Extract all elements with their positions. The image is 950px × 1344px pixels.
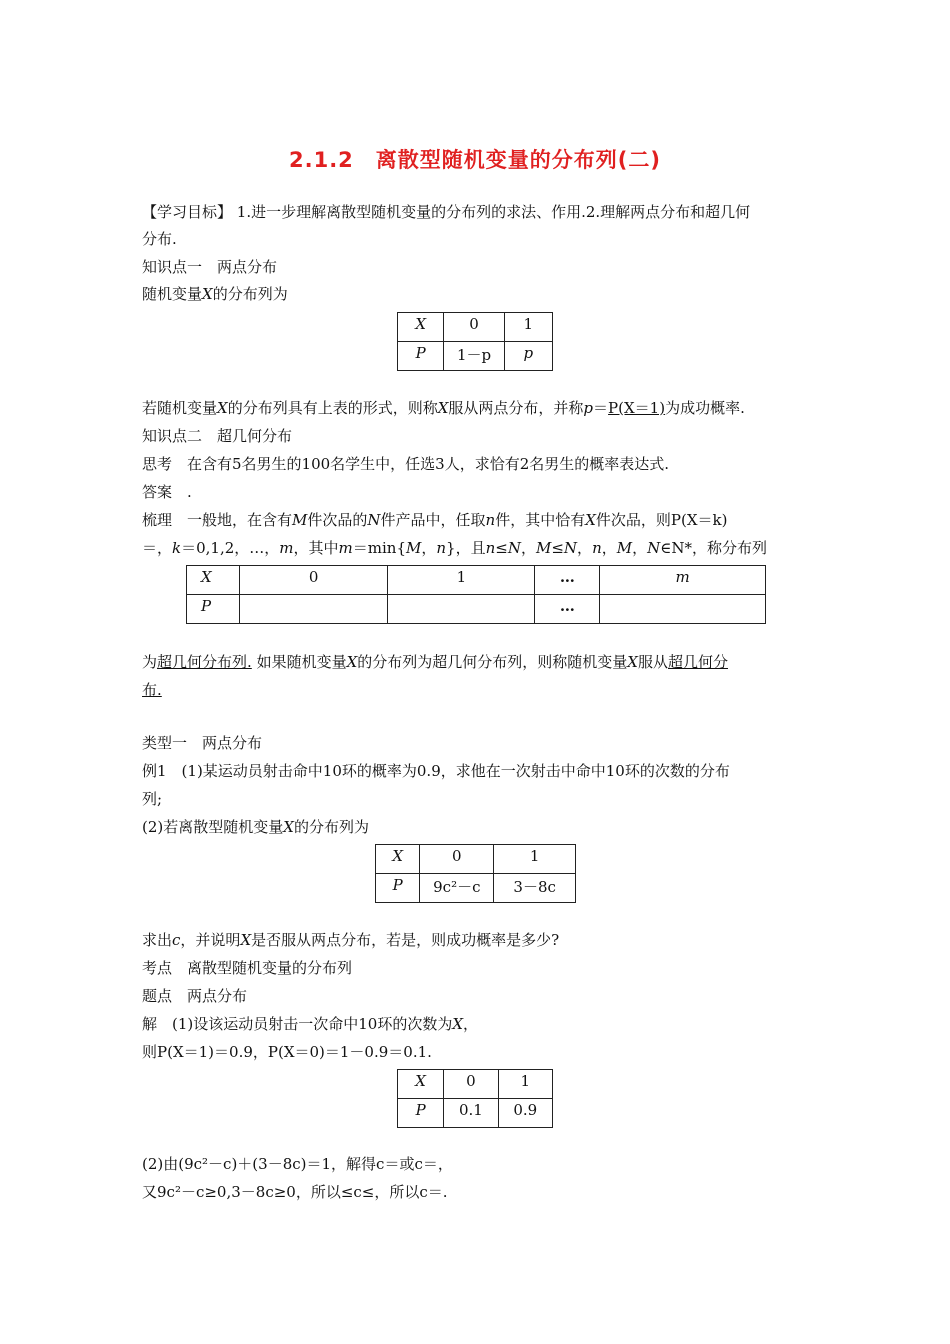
var-n-cap: N (647, 539, 661, 557)
example-table (375, 844, 576, 903)
sort-c: 件产品中，任取 (380, 511, 486, 529)
table-row (376, 845, 576, 874)
solution-line1 (142, 1013, 478, 1035)
kp2-conclusion-line1 (142, 651, 728, 673)
table-cell (388, 595, 535, 624)
var-x: X (217, 399, 228, 417)
var-m-cap: M (406, 539, 422, 557)
cell-text: X (415, 1072, 426, 1090)
cell-text: P (415, 1101, 426, 1119)
kp2-sort-line1 (142, 509, 728, 531)
table-cell (504, 342, 552, 371)
def-d: 为成功概率. (665, 399, 745, 417)
cell-text: … (559, 568, 575, 586)
table-cell (239, 595, 388, 624)
cell-text: 0 (452, 847, 462, 865)
var-n-cap: N (367, 511, 381, 529)
goals-text: 1.进一步理解离散型随机变量的分布列的求法、作用.2.理解两点分布和超几何 (232, 203, 751, 221)
cell-text: 0 (308, 568, 319, 586)
goals-label: 【学习目标】 (142, 203, 233, 221)
cell-text: P (392, 876, 403, 894)
def-px-underlined: P(X＝1) (608, 399, 666, 417)
table-cell (420, 845, 494, 874)
cell-text: 1 (529, 847, 540, 865)
var-n: n (485, 511, 496, 529)
concl-a: 为 (142, 653, 158, 671)
tidian-line: 题点 两点分布 (142, 987, 248, 1005)
cell-text: 0 (466, 1072, 476, 1090)
part2-line2: 又9c²－c≥0,3－8c≥0，所以≤c≤，所以c＝. (142, 1183, 448, 1201)
sort-f: P(X＝k) (670, 511, 728, 529)
kp1-heading: 知识点一 两点分布 (142, 258, 278, 276)
q-b: ，并说明 (180, 931, 241, 949)
var-c: c (172, 931, 181, 949)
kp2-sort-line2 (142, 537, 767, 559)
l2-h: ， (520, 539, 536, 557)
table-row (398, 313, 553, 342)
cell-text: P (415, 344, 426, 362)
l2-e: ， (421, 539, 437, 557)
concl-underline1: 超几何分布列. (157, 653, 252, 671)
var-x: X (627, 653, 638, 671)
example1-line1: 例1 (1)某运动员射击命中10环的概率为0.9，求他在一次射击中命中10环的次数的分布 (142, 762, 730, 780)
table-cell (388, 566, 535, 595)
learning-goals-line2: 分布. (142, 230, 177, 248)
cell-text: 0.9 (513, 1101, 538, 1119)
q-d: 是否服从两点分布，若是，则成功概率是多少? (251, 931, 560, 949)
var-x: X (452, 1015, 464, 1033)
solution-table (397, 1069, 553, 1128)
table-cell (494, 845, 576, 874)
var-x: X (283, 818, 294, 836)
table-cell (535, 566, 600, 595)
kp2-think: 思考 在含有5名男生的100名学生中，任选3人，求恰有2名男生的概率表达式. (142, 455, 670, 473)
kp1-intro-b: 的分布列为 (212, 285, 288, 303)
two-point-table (397, 312, 553, 371)
cell-text: X (392, 847, 404, 865)
hypergeometric-table (186, 565, 766, 624)
def-eq: ＝ (593, 399, 609, 417)
concl-b: 如果随机变量 (251, 653, 347, 671)
cell-text: 1 (456, 568, 467, 586)
table-cell (535, 595, 600, 624)
l2-j: ， (577, 539, 593, 557)
var-x: X (346, 653, 358, 671)
kp2-answer: 答案 . (142, 483, 192, 501)
var-m-cap: M (292, 511, 308, 529)
page-title: 2.1.2 离散型随机变量的分布列(二) (289, 148, 661, 172)
part2-line1: (2)由(9c²－c)＋(3－8c)＝1，解得c＝或c＝， (142, 1155, 453, 1173)
table-row (376, 874, 576, 903)
var-m-cap: M (616, 539, 633, 557)
table-cell (398, 313, 444, 342)
sort-d: 件，其中恰有 (495, 511, 586, 529)
concl-c: 的分布列为超几何分布列，则称随机变量 (357, 653, 628, 671)
cell-text: X (415, 315, 427, 333)
cell-text: 1－p (456, 346, 492, 364)
q-a: 求出 (142, 931, 173, 949)
kp1-intro (142, 283, 288, 305)
table-row (398, 342, 553, 371)
table-cell (420, 874, 494, 903)
l2-l: ， (632, 539, 648, 557)
cell-text: 9c²－c (433, 878, 481, 896)
table-cell (187, 595, 240, 624)
cell-text: 3－8c (513, 878, 556, 896)
var-n-cap: N (563, 539, 578, 557)
sort-a: 梳理 一般地，在含有 (142, 511, 293, 529)
l2-g: ≤ (495, 539, 508, 557)
table-cell (444, 342, 504, 371)
concl-underline2: 超几何分 (667, 653, 728, 671)
kp1-definition (142, 397, 745, 419)
l2-c: ，其中 (293, 539, 339, 557)
table-cell (239, 566, 388, 595)
var-n: n (485, 539, 496, 557)
table-cell (600, 595, 766, 624)
ex-part2-b: 的分布列为 (293, 818, 369, 836)
sort-e: 件次品，则 (595, 511, 671, 529)
cell-text: 1 (523, 315, 534, 333)
var-m: m (338, 539, 353, 557)
l2-d: ＝min{ (352, 539, 406, 557)
l2-b: ＝0,1,2，…， (181, 539, 280, 557)
cell-text: 0 (469, 315, 479, 333)
var-x: X (585, 511, 596, 529)
table-cell (398, 342, 444, 371)
sort-b: 件次品的 (307, 511, 368, 529)
table-cell (494, 874, 576, 903)
table-cell (398, 1070, 444, 1099)
table-cell (600, 566, 766, 595)
kp1-intro-a: 随机变量 (142, 285, 203, 303)
sol-a: 解 (1)设该运动员射击一次命中10环的次数为 (142, 1015, 453, 1033)
var-x: X (240, 931, 252, 949)
def-b: 的分布列具有上表的形式，则称 (227, 399, 438, 417)
table-cell (187, 566, 240, 595)
table-row (398, 1099, 553, 1128)
var-x: X (437, 399, 449, 417)
table-cell (504, 313, 552, 342)
def-a: 若随机变量 (142, 399, 218, 417)
l2-k: ， (601, 539, 617, 557)
l2-i: ≤ (551, 539, 564, 557)
l2-f: }，且 (446, 539, 486, 557)
l2-m: ∈N*，称分布列 (660, 539, 767, 557)
table-cell (444, 1070, 498, 1099)
table-cell (498, 1070, 552, 1099)
var-x: X (202, 285, 213, 303)
concl-d: 服从 (637, 653, 668, 671)
learning-goals-line1 (142, 201, 750, 223)
var-n: n (592, 539, 602, 557)
kp2-heading: 知识点二 超几何分布 (142, 427, 293, 445)
table-cell (498, 1099, 552, 1128)
cell-text: P (201, 597, 212, 615)
example1-part2 (142, 816, 369, 838)
table-cell (376, 845, 420, 874)
table-cell (444, 1099, 498, 1128)
table-row (187, 595, 766, 624)
kaodian-line: 考点 离散型随机变量的分布列 (142, 959, 353, 977)
cell-text: X (201, 568, 212, 586)
cell-text: m (675, 568, 690, 586)
table-row (187, 566, 766, 595)
var-n: n (436, 539, 447, 557)
table-cell (398, 1099, 444, 1128)
sol-b: ， (463, 1015, 479, 1033)
cell-text: 1 (520, 1072, 531, 1090)
var-n-cap: N (507, 539, 521, 557)
table-cell (376, 874, 420, 903)
var-m-cap: M (535, 539, 552, 557)
var-k: k (172, 539, 182, 557)
var-p: p (583, 399, 594, 417)
table-cell (444, 313, 504, 342)
kp2-conclusion-line2 (142, 679, 162, 701)
solution-line2: 则P(X＝1)＝0.9，P(X＝0)＝1－0.9＝0.1. (142, 1043, 432, 1061)
def-c: 服从两点分布，并称 (448, 399, 584, 417)
var-m: m (279, 539, 294, 557)
cell-text: 0.1 (459, 1101, 483, 1119)
cell-text: p (523, 344, 534, 362)
question-line (142, 929, 559, 951)
concl-underline3: 布. (142, 681, 162, 699)
ex-part2-a: (2)若离散型随机变量 (142, 818, 284, 836)
table-row (398, 1070, 553, 1099)
l2-a: ＝， (142, 539, 173, 557)
example1-line2: 列; (142, 790, 163, 808)
cell-text: … (559, 597, 575, 615)
type1-heading: 类型一 两点分布 (142, 734, 263, 752)
